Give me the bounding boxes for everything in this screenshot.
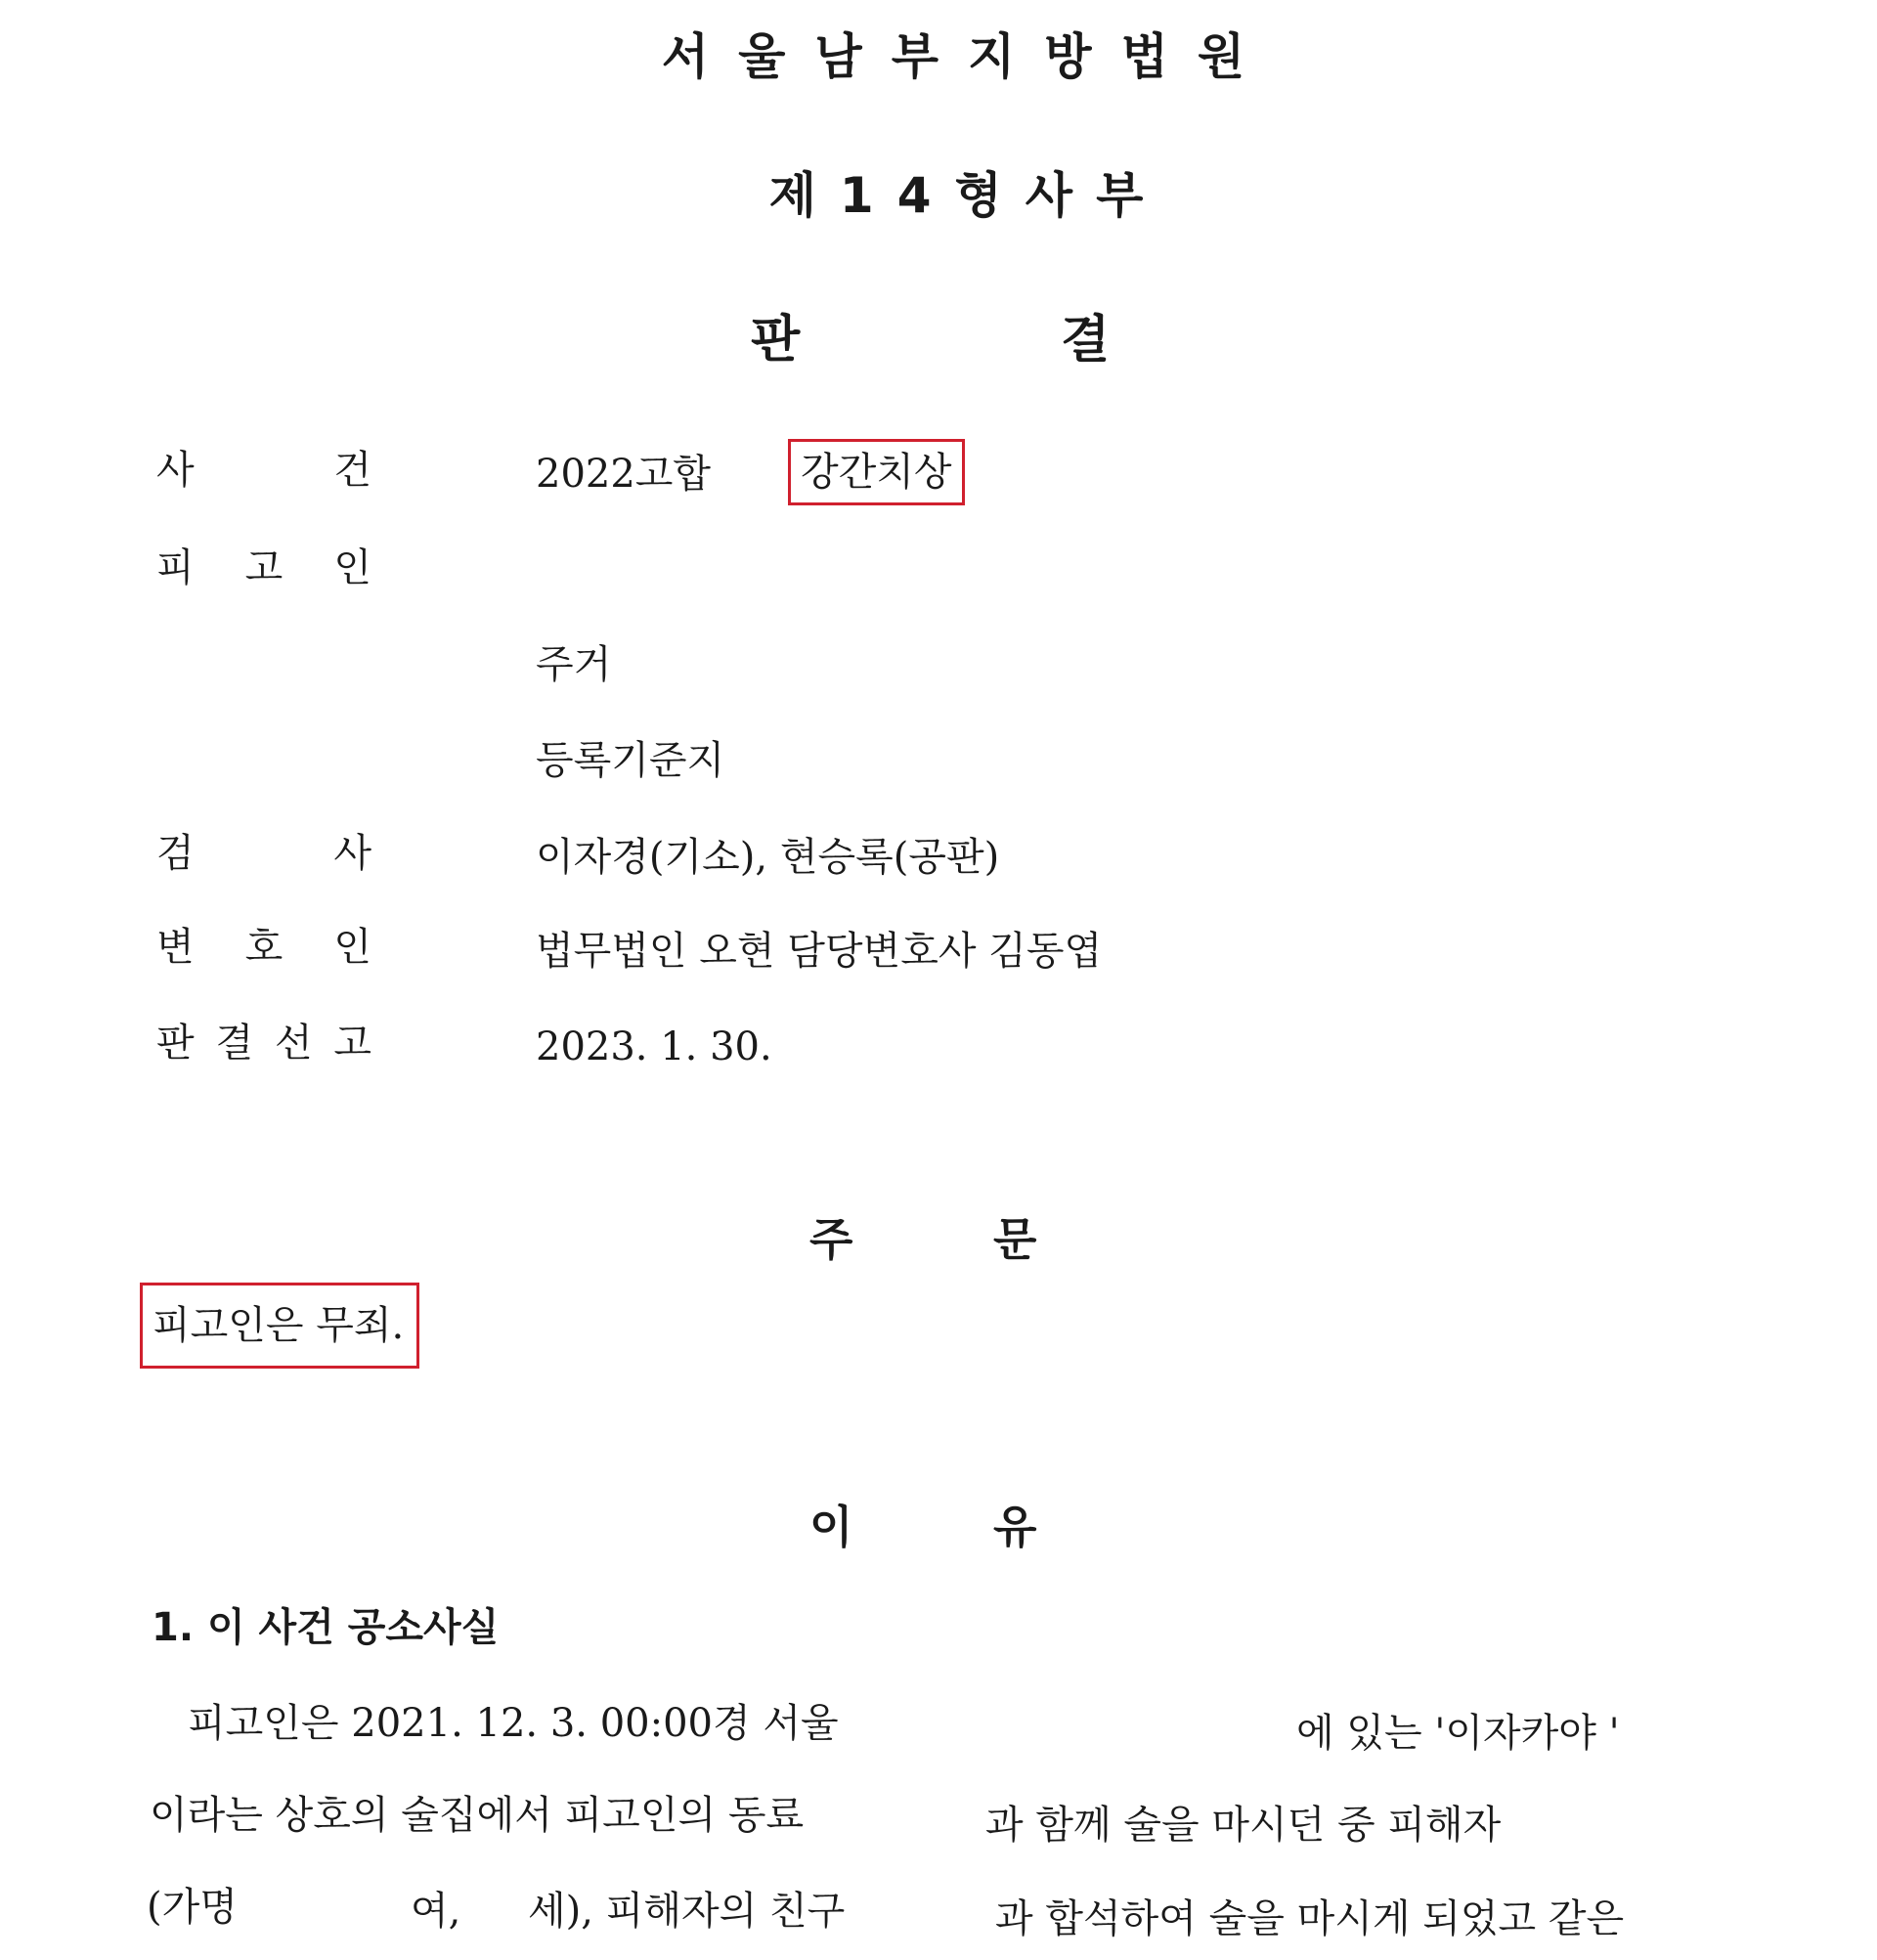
document-title-left: 판 xyxy=(751,311,801,370)
defendant-registered-label: 등록기준지 xyxy=(536,738,725,783)
reasons-subheading: 1. 이 사건 공소사실 xyxy=(152,1605,500,1650)
defendant-label: 피 고 인 xyxy=(156,545,371,590)
prosecutor-label: 검 사 xyxy=(156,831,371,876)
defendant-address-label: 주거 xyxy=(536,642,612,687)
verdict-date-label: 판 결 선 고 xyxy=(156,1021,371,1066)
reasons-line-1-left: 피고인은 2021. 12. 3. 00:00경 서울 xyxy=(188,1701,839,1746)
reasons-line-3-mid1: 여, xyxy=(411,1889,461,1934)
reasons-line-3-mid2: 세), 피해자의 친구 xyxy=(528,1889,846,1934)
case-charge-highlight xyxy=(788,439,965,505)
reasons-line-2-right: 과 함께 술을 마시던 중 피해자 xyxy=(985,1803,1502,1848)
document-title-right: 결 xyxy=(1061,311,1111,370)
order-text-highlight xyxy=(140,1283,419,1369)
reasons-line-2-left: 이라는 상호의 술집에서 피고인의 동료 xyxy=(150,1793,805,1838)
case-label: 사 건 xyxy=(156,448,371,493)
reasons-line-3-left: (가명 xyxy=(147,1885,238,1930)
case-charge: 강간치상 xyxy=(801,450,952,495)
reasons-line-1-right: 에 있는 '이자카야 ' xyxy=(1296,1711,1620,1756)
order-heading-right: 문 xyxy=(993,1213,1037,1266)
order-heading-left: 주 xyxy=(809,1213,853,1266)
reasons-line-3-right: 과 합석하여 술을 마시게 되었고 같은 xyxy=(995,1896,1625,1941)
court-name: 서울남부지방법원 xyxy=(661,28,1275,85)
division-name: 제14형사부 xyxy=(768,167,1167,224)
reasons-heading-left: 이 xyxy=(809,1501,853,1553)
order-text: 피고인은 무죄. xyxy=(153,1303,405,1348)
case-number: 2022고합 xyxy=(536,452,712,497)
prosecutor-value: 이자경(기소), 현승록(공판) xyxy=(536,835,1000,880)
counsel-value: 법무법인 오현 담당변호사 김동엽 xyxy=(536,929,1103,974)
reasons-heading-right: 유 xyxy=(993,1501,1037,1553)
verdict-date-value: 2023. 1. 30. xyxy=(536,1024,772,1069)
counsel-label: 변 호 인 xyxy=(156,925,371,970)
